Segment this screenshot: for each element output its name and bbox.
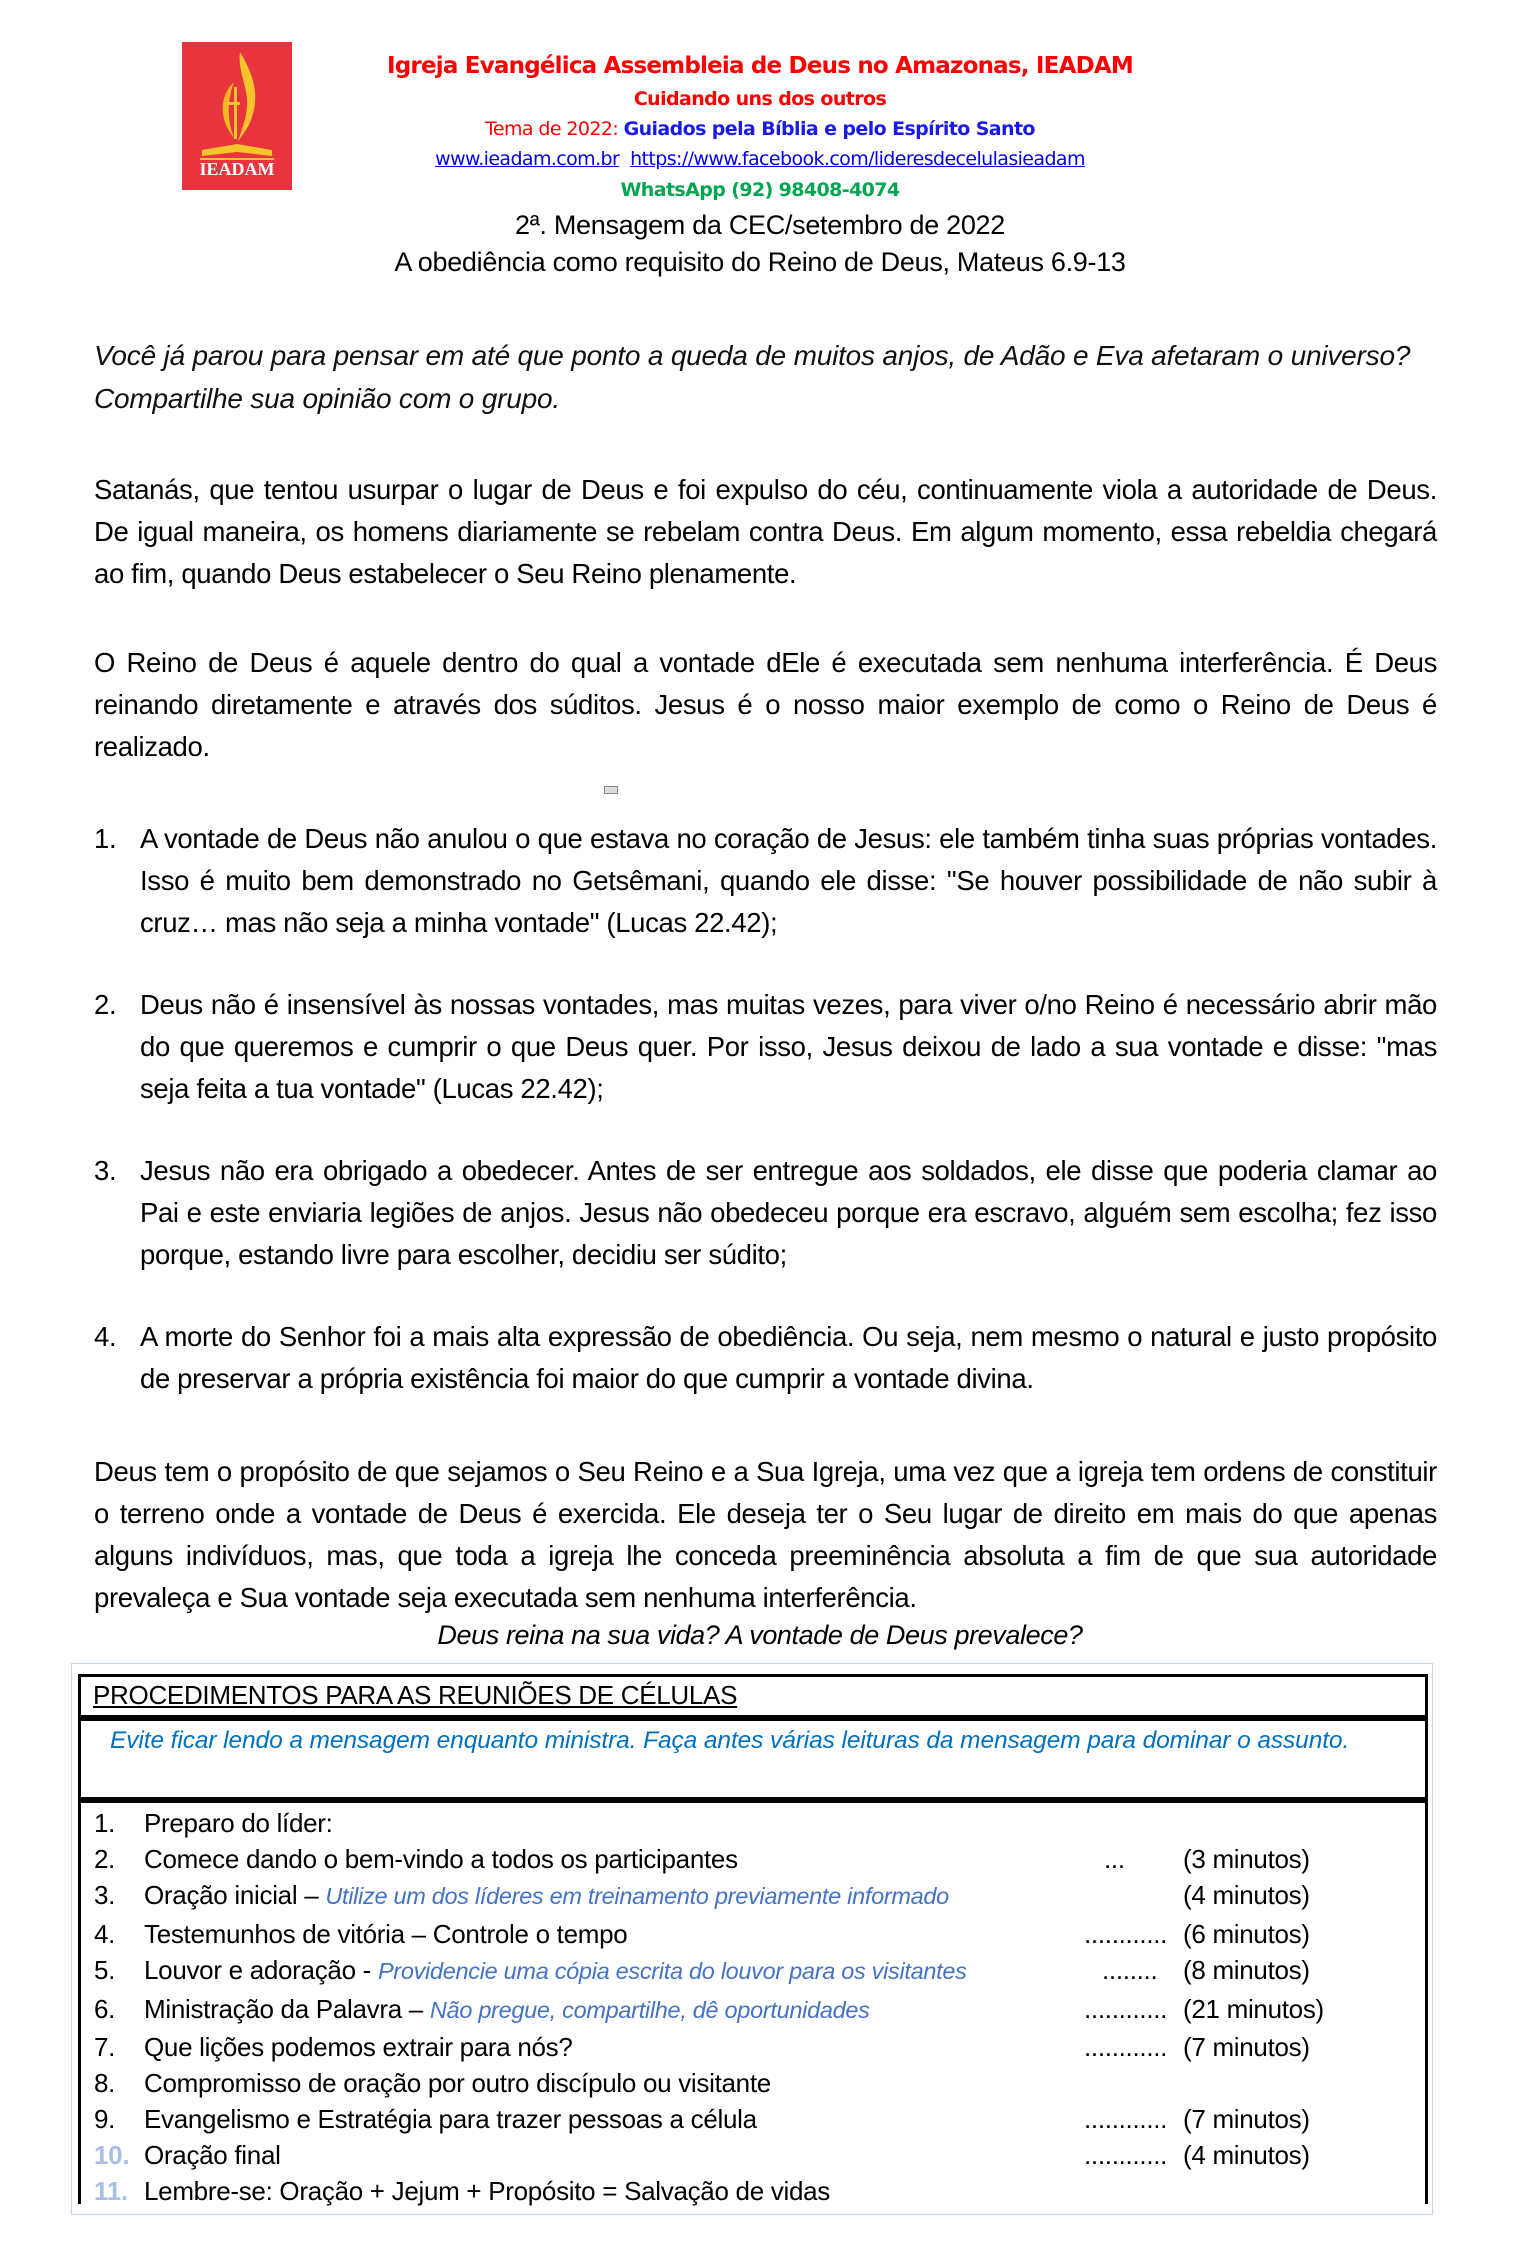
point-number: 3. xyxy=(94,1155,117,1186)
step-duration: (6 minutos) xyxy=(1183,1919,1310,1949)
step-text xyxy=(144,1916,627,1952)
step-label: Comece dando o bem-vindo a todos os participantes xyxy=(144,1844,738,1874)
step-text xyxy=(144,2137,281,2173)
step-text xyxy=(144,2173,830,2209)
point-item xyxy=(94,984,1437,1110)
step-text xyxy=(144,1877,949,1914)
step-item xyxy=(94,2101,1424,2137)
step-number: 2. xyxy=(94,1844,116,1874)
step-number: 8. xyxy=(94,2068,116,2098)
step-leader-dots: ............ xyxy=(1084,2032,1168,2062)
step-text xyxy=(144,1841,738,1877)
point-item xyxy=(94,1316,1437,1400)
step-number: 1. xyxy=(94,1808,116,1838)
step-number: 10. xyxy=(94,2140,130,2170)
step-item xyxy=(94,2029,1424,2065)
step-number: 9. xyxy=(94,2104,116,2134)
point-number: 4. xyxy=(94,1321,117,1352)
motto: Cuidando uns dos outros xyxy=(633,88,887,110)
step-text xyxy=(144,1952,967,1989)
step-duration: (4 minutos) xyxy=(1183,1880,1310,1910)
step-number: 3. xyxy=(94,1880,116,1910)
divider xyxy=(78,1797,1428,1803)
points-list xyxy=(94,818,1437,1400)
step-label: Testemunhos de vitória – Controle o tempo xyxy=(144,1919,628,1949)
step-leader-dots: ............ xyxy=(1084,2140,1168,2170)
theme-prefix: Tema de 2022: xyxy=(485,118,624,140)
step-text xyxy=(144,2065,771,2101)
step-text xyxy=(144,1991,870,2028)
step-item xyxy=(94,1805,1424,1841)
step-label: Louvor e adoração - xyxy=(144,1955,378,1985)
point-item xyxy=(94,818,1437,944)
paragraph-satan: Satanás, que tentou usurpar o lugar de Deus e foi expulso do céu, continuamente viola a autoridade de Deus. De igual maneira, os homens diariamente se rebelam contra Deus. Em algum momento, essa rebeldia chegará ao fim, quando Deus estabelecer o Seu Reino plenamente. xyxy=(94,474,1437,589)
step-hint: Não pregue, compartilhe, dê oportunidades xyxy=(429,1997,870,2023)
step-text xyxy=(144,1805,333,1841)
point-item xyxy=(94,1150,1437,1276)
step-leader-dots: ............ xyxy=(1084,2104,1168,2134)
step-item xyxy=(94,2065,1424,2101)
point-text: A morte do Senhor foi a mais alta expressão de obediência. Ou seja, nem mesmo o natural e justo propósito de preservar a própria existência foi maior do que cumprir a vontade divina. xyxy=(140,1321,1437,1394)
step-number: 6. xyxy=(94,1994,116,2024)
step-number: 11. xyxy=(94,2176,128,2206)
step-item xyxy=(94,1916,1424,1952)
step-hint: Providencie uma cópia escrita do louvor para os visitantes xyxy=(377,1958,967,1984)
logo-text: IEADAM xyxy=(199,159,275,179)
step-label: Que lições podemos extrair para nós? xyxy=(144,2032,573,2062)
step-item xyxy=(94,1991,1424,2027)
point-text: Jesus não era obrigado a obedecer. Antes de ser entregue aos soldados, ele disse que poderia clamar ao Pai e este enviaria legiões de anjos. Jesus não obedeceu porque era escravo, alguém sem escolha; fez isso porque, estando livre para escolher, decidiu ser súdito; xyxy=(140,1155,1437,1270)
closing-question: Deus reina na sua vida? A vontade de Deus prevalece? xyxy=(437,1620,1083,1650)
step-leader-dots: ............ xyxy=(1084,1994,1168,2024)
step-leader-dots: ........ xyxy=(1102,1955,1158,1985)
links-line xyxy=(0,148,1520,170)
step-text xyxy=(144,2101,757,2137)
procedures-steps xyxy=(94,1805,1424,2209)
step-item xyxy=(94,1952,1424,1988)
step-hint: Utilize um dos líderes em treinamento previamente informado xyxy=(325,1883,949,1909)
step-duration: (4 minutos) xyxy=(1183,2140,1310,2170)
step-item xyxy=(94,1841,1424,1877)
step-duration: (21 minutos) xyxy=(1183,1994,1324,2024)
conclusion-paragraph: Deus tem o propósito de que sejamos o Seu Reino e a Sua Igreja, uma vez que a igreja tem ordens de constituir o terreno onde a vontade de Deus é exercida. Ele deseja ter o Seu lugar de direito em mais do que apenas alguns indivíduos, mas, que toda a igreja lhe conceda preeminência absoluta a fim de que sua autoridade prevaleça e Sua vontade seja executada sem nenhuma interferência. xyxy=(94,1456,1437,1613)
step-duration: (3 minutos) xyxy=(1183,1844,1310,1874)
church-name: Igreja Evangélica Assembleia de Deus no Amazonas, IEADAM xyxy=(387,53,1133,79)
step-label: Oração final xyxy=(144,2140,281,2170)
step-label: Evangelismo e Estratégia para trazer pessoas a célula xyxy=(144,2104,757,2134)
step-item xyxy=(94,1877,1424,1913)
step-label: Oração inicial – xyxy=(144,1880,326,1910)
step-item xyxy=(94,2137,1424,2173)
step-duration: (8 minutos) xyxy=(1183,1955,1310,1985)
whatsapp-contact: WhatsApp (92) 98408-4074 xyxy=(620,179,900,201)
divider xyxy=(78,1715,1428,1721)
point-number: 1. xyxy=(94,823,117,854)
point-text: A vontade de Deus não anulou o que estava no coração de Jesus: ele também tinha suas próprias vontades. Isso é muito bem demonstrado no Getsêmani, quando ele disse: "Se houver possibilidade de não subir à cruz… mas não seja a minha vontade" (Lucas 22.42); xyxy=(140,823,1437,938)
step-label: Preparo do líder: xyxy=(144,1808,333,1838)
point-text: Deus não é insensível às nossas vontades, mas muitas vezes, para viver o/no Reino é necessário abrir mão do que queremos e cumprir o que Deus quer. Por isso, Jesus deixou de lado a sua vontade e disse: "mas seja feita a tua vontade" (Lucas 22.42); xyxy=(140,989,1437,1104)
procedures-header xyxy=(81,1677,1425,1715)
step-label: Compromisso de oração por outro discípulo ou visitante xyxy=(144,2068,771,2098)
step-number: 4. xyxy=(94,1919,116,1949)
point-number: 2. xyxy=(94,989,117,1020)
theme-text: Guiados pela Bíblia e pelo Espírito Santo xyxy=(623,118,1035,140)
step-number: 7. xyxy=(94,2032,116,2062)
image-placeholder-artifact xyxy=(604,786,618,794)
step-number: 5. xyxy=(94,1955,116,1985)
step-duration: (7 minutos) xyxy=(1183,2032,1310,2062)
message-title: A obediência como requisito do Reino de Deus, Mateus 6.9-13 xyxy=(394,247,1126,277)
message-line: 2ª. Mensagem da CEC/setembro de 2022 xyxy=(515,210,1005,240)
step-label: Ministração da Palavra – xyxy=(144,1994,430,2024)
theme-line xyxy=(0,118,1520,140)
step-leader-dots: ............ xyxy=(1084,1919,1168,1949)
website-link[interactable]: www.ieadam.com.br xyxy=(435,148,620,170)
facebook-link[interactable]: https://www.facebook.com/lideresdecelulasieadam xyxy=(630,148,1085,170)
paragraph-kingdom: O Reino de Deus é aquele dentro do qual a vontade dEle é executada sem nenhuma interferência. É Deus reinando diretamente e através dos súditos. Jesus é o nosso maior exemplo de como o Reino de Deus é realizado. xyxy=(94,647,1437,762)
procedures-advice: Evite ficar lendo a mensagem enquanto ministra. Faça antes várias leituras da mensagem para dominar o assunto. xyxy=(110,1727,1350,1754)
step-label: Lembre-se: Oração + Jejum + Propósito = Salvação de vidas xyxy=(144,2176,830,2206)
step-text xyxy=(144,2029,573,2065)
intro-question: Você já parou para pensar em até que ponto a queda de muitos anjos, de Adão e Eva afetaram o universo? Compartilhe sua opinião com o grupo. xyxy=(94,340,1411,414)
procedures-title: PROCEDIMENTOS PARA AS REUNIÕES DE CÉLULAS xyxy=(93,1680,738,1710)
step-leader-dots: ... xyxy=(1104,1844,1125,1874)
step-item xyxy=(94,2173,1424,2209)
step-duration: (7 minutos) xyxy=(1183,2104,1310,2134)
